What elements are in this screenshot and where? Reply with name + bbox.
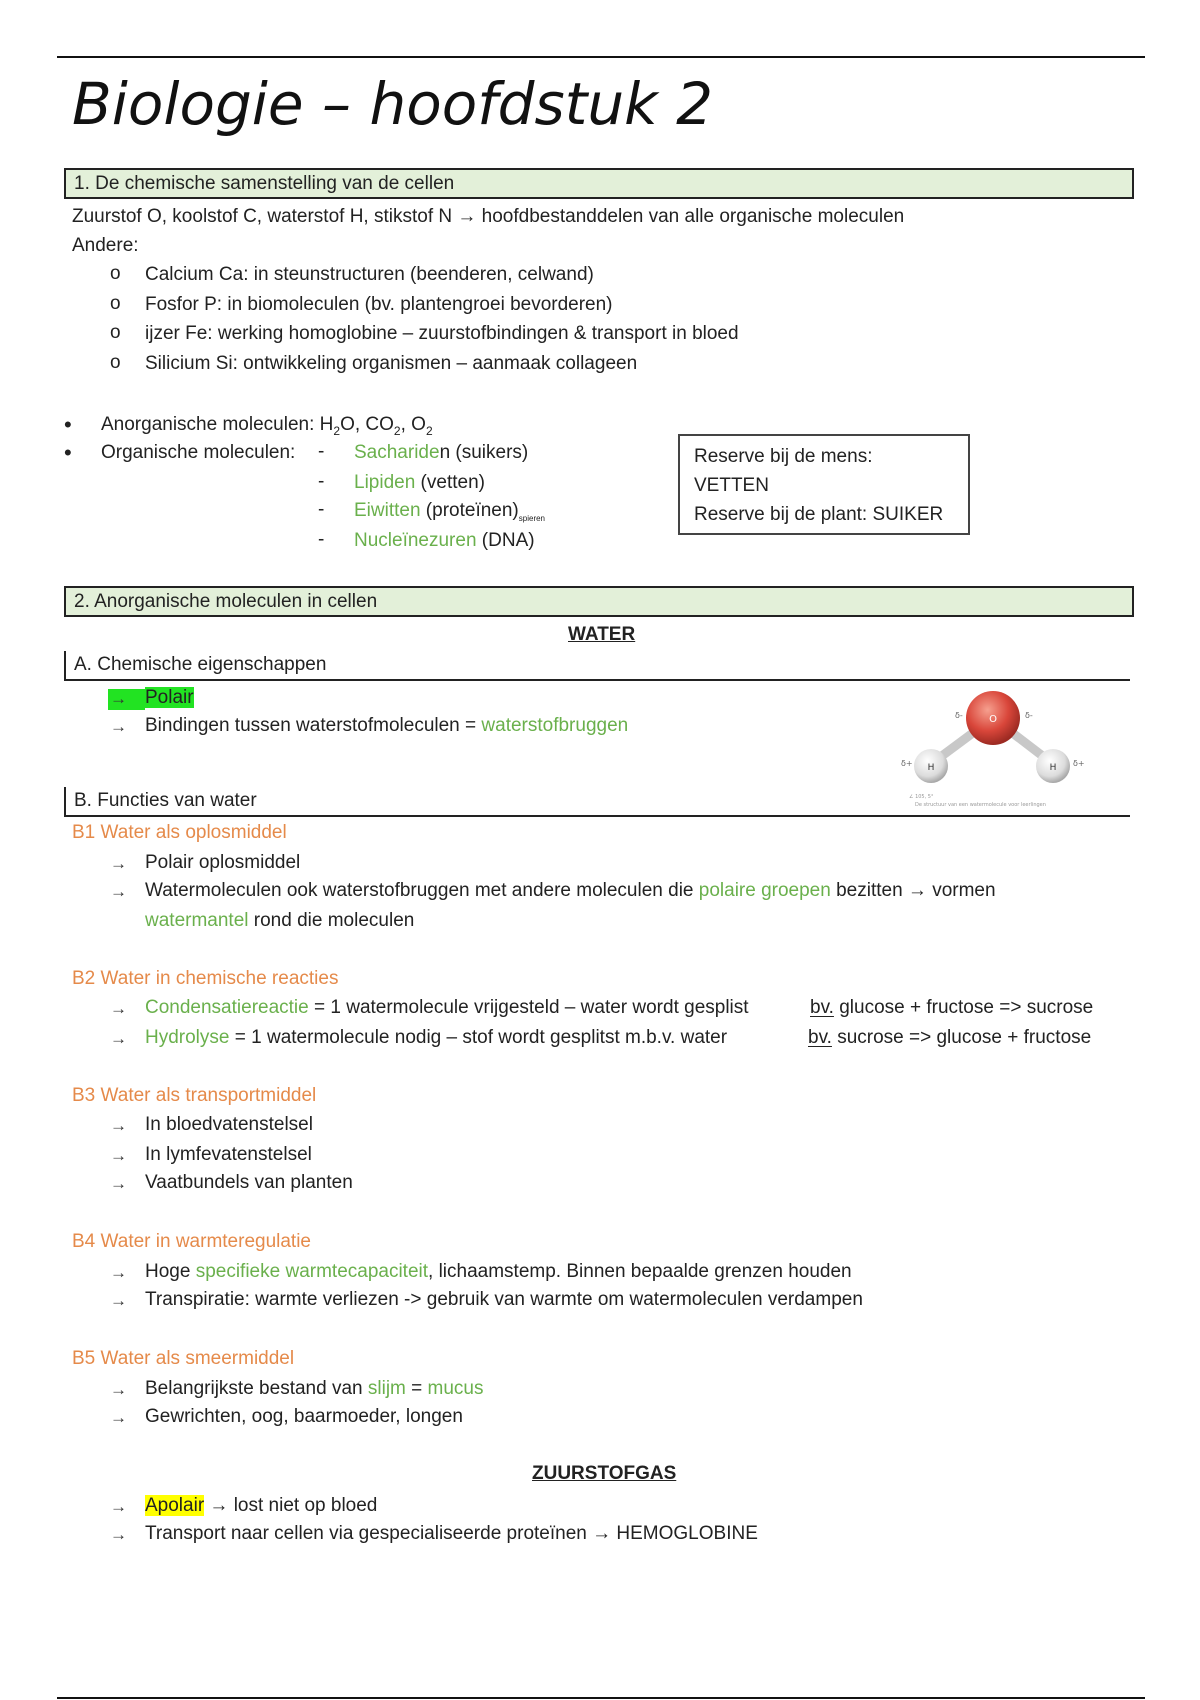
delta-label: δ-: [955, 711, 963, 720]
b1-text: bezitten → vormen: [830, 880, 996, 901]
b2-heading: B2 Water in chemische reacties: [72, 968, 339, 989]
b2-line: [145, 1025, 727, 1051]
organic-rest: (vetten): [415, 472, 485, 493]
water-heading: WATER: [568, 624, 636, 645]
b2-text: = 1 watermolecule vrijgesteld – water wordt gesplist: [308, 997, 749, 1018]
arrow-marker: →: [110, 854, 127, 873]
formula-co: O, CO: [340, 414, 394, 435]
bindingen-term: waterstofbruggen: [481, 715, 629, 736]
arrow-marker: →: [110, 882, 127, 901]
dot-bullet: •: [64, 412, 72, 437]
organic-label: Organische moleculen:: [101, 442, 296, 463]
arrow-marker: →: [110, 689, 127, 708]
zuurstofgas-heading: ZUURSTOFGAS: [532, 1463, 677, 1484]
molecule-caption: De structuur van een watermolecule voor leerlingen: [915, 802, 1046, 808]
zuurstof-line: Transport naar cellen via gespecialiseerde proteïnen → HEMOGLOBINE: [145, 1523, 758, 1544]
b1-term: watermantel: [145, 910, 249, 931]
bindingen-text: Bindingen tussen waterstofmoleculen =: [145, 715, 482, 736]
b1-line: Polair oplosmiddel: [145, 852, 301, 873]
organic-rest: (proteïnen): [420, 500, 519, 521]
arrow-marker: →: [110, 1116, 127, 1135]
b5-term: mucus: [427, 1378, 484, 1399]
organic-term: Eiwitten: [354, 500, 421, 521]
oxygen-label: O: [989, 714, 997, 725]
b3-item: Vaatbundels van planten: [145, 1172, 353, 1193]
arrow-marker: →: [110, 999, 127, 1018]
subsection-b-header: B. Functies van water: [64, 787, 1130, 817]
b3-item: In bloedvatenstelsel: [145, 1114, 313, 1135]
bullet-marker: o: [110, 293, 121, 314]
bullet-marker: o: [110, 352, 121, 373]
b5-text: =: [405, 1378, 428, 1399]
b2-term: Hydrolyse: [145, 1027, 230, 1048]
organic-term: Nucleïnezuren: [354, 530, 477, 551]
organic-rest: n (suikers): [439, 442, 529, 463]
arrow-marker: →: [110, 1291, 127, 1310]
bv-label: bv.: [810, 997, 834, 1018]
delta-label: δ+: [901, 759, 913, 768]
dash-marker: -: [318, 441, 325, 462]
polair-line: [145, 685, 194, 711]
b1-line: [145, 908, 414, 934]
hydrogen-label: H: [1049, 763, 1057, 773]
b4-text: , lichaamstemp. Binnen bepaalde grenzen houden: [428, 1261, 852, 1282]
arrow-marker: →: [110, 1146, 127, 1165]
b3-item: In lymfevatenstelsel: [145, 1144, 312, 1165]
reserve-line: Reserve bij de plant: SUIKER: [694, 504, 944, 525]
bullet-marker: o: [110, 263, 121, 284]
organic-term: Lipiden: [354, 472, 416, 493]
apolair-highlight: Apolair: [145, 1495, 205, 1516]
dash-marker: -: [318, 499, 325, 520]
reserve-box: [678, 434, 970, 535]
arrow-marker: →: [110, 1029, 127, 1048]
arrow-marker: →: [110, 1380, 127, 1399]
list-item: Fosfor P: in biomoleculen (bv. plantengroei bevorderen): [145, 294, 613, 315]
section-2-header: 2. Anorganische moleculen in cellen: [64, 586, 1134, 617]
dash-marker: -: [318, 529, 325, 550]
b2-example: [810, 995, 1093, 1021]
subsection-a-header: A. Chemische eigenschappen: [64, 651, 1130, 681]
andere-label: Andere:: [72, 235, 139, 256]
formula-h: H: [319, 414, 334, 435]
organic-item: [354, 470, 485, 496]
top-rule: [57, 56, 1145, 58]
formula-sub: 2: [333, 423, 341, 438]
b2-line: [145, 995, 749, 1021]
reserve-line: Reserve bij de mens:: [694, 446, 873, 467]
page-title: Biologie – hoofdstuk 2: [72, 70, 714, 138]
b2-example-text: glucose + fructose => sucrose: [833, 997, 1094, 1018]
zuurstof-line: [145, 1493, 377, 1519]
list-item: Calcium Ca: in steunstructuren (beenderen, celwand): [145, 264, 594, 285]
bv-label: bv.: [808, 1027, 832, 1048]
section-1-header: 1. De chemische samenstelling van de cellen: [64, 168, 1134, 199]
arrow-marker: →: [110, 1497, 127, 1516]
arrow-marker: →: [110, 1408, 127, 1427]
arrow-marker: →: [110, 1174, 127, 1193]
b4-line: [145, 1259, 852, 1285]
b4-line: Transpiratie: warmte verliezen -> gebruik van warmte om watermoleculen verdampen: [145, 1289, 863, 1310]
molecule-caption: ∠ 105, 5°: [909, 794, 934, 800]
bottom-rule: [57, 1697, 1145, 1699]
arrow-marker: →: [110, 1525, 127, 1544]
b5-text: Belangrijkste bestand van: [145, 1378, 368, 1399]
organic-item: [354, 440, 528, 466]
reserve-line: VETTEN: [694, 475, 769, 496]
formula-sub: 2: [425, 423, 433, 438]
b5-heading: B5 Water als smeermiddel: [72, 1348, 295, 1369]
formula-o: , O: [400, 414, 426, 435]
polair-highlight: Polair: [145, 687, 194, 708]
b2-example-text: sucrose => glucose + fructose: [831, 1027, 1092, 1048]
b4-term: specifieke warmtecapaciteit: [195, 1261, 429, 1282]
b1-term: polaire groepen: [698, 880, 831, 901]
b5-line: [145, 1376, 484, 1402]
list-item: Silicium Si: ontwikkeling organismen – aanmaak collageen: [145, 353, 638, 374]
organic-rest: (DNA): [476, 530, 535, 551]
b1-heading: B1 Water als oplosmiddel: [72, 822, 287, 843]
b5-term: slijm: [367, 1378, 406, 1399]
hydrogen-label: H: [927, 763, 935, 773]
b2-example: [808, 1025, 1091, 1051]
arrow-marker: →: [110, 717, 127, 736]
delta-label: δ-: [1025, 711, 1033, 720]
b1-line: [145, 878, 996, 904]
b1-text: rond die moleculen: [248, 910, 415, 931]
b1-text: Watermoleculen ook waterstofbruggen met andere moleculen die: [145, 880, 699, 901]
anorganic-label: Anorganische moleculen:: [101, 414, 315, 435]
dash-marker: -: [318, 471, 325, 492]
organic-item: [354, 498, 545, 532]
b5-line: Gewrichten, oog, baarmoeder, longen: [145, 1406, 463, 1427]
list-item: ijzer Fe: werking homoglobine – zuurstofbindingen & transport in bloed: [145, 323, 739, 344]
delta-label: δ+: [1073, 759, 1085, 768]
b3-heading: B3 Water als transportmiddel: [72, 1085, 317, 1106]
arrow-marker: →: [110, 1263, 127, 1282]
intro-line: Zuurstof O, koolstof C, waterstof H, stikstof N → hoofdbestanddelen van alle organische moleculen: [72, 206, 905, 227]
b4-text: Hoge: [145, 1261, 196, 1282]
bullet-marker: o: [110, 322, 121, 343]
organic-small: spieren: [518, 513, 546, 523]
b2-term: Condensatiereactie: [145, 997, 309, 1018]
b4-heading: B4 Water in warmteregulatie: [72, 1231, 312, 1252]
dot-bullet: •: [64, 440, 72, 465]
bindingen-line: [145, 713, 628, 739]
zuurstof-text: → lost niet op bloed: [204, 1495, 378, 1516]
organic-item: [354, 528, 535, 554]
b2-text: = 1 watermolecule nodig – stof wordt gesplitst m.b.v. water: [229, 1027, 728, 1048]
formula-sub: 2: [393, 423, 401, 438]
organic-term: Sacharide: [354, 442, 440, 463]
